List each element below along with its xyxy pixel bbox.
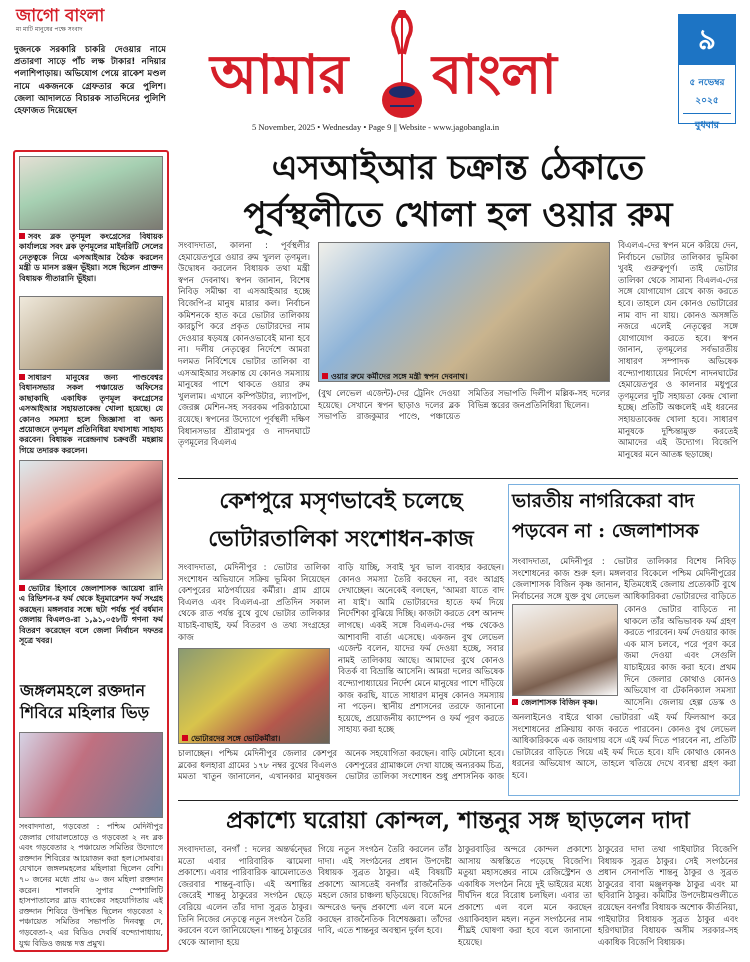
date-box-year: ২০২৫ (695, 96, 719, 106)
date-box (678, 14, 736, 131)
keshpur-col-1: সংবাদদাতা, মেদিনীপুর : ভোটার তালিকা সংশোধন অভিযানে সক্রিয় ভূমিকা নিয়েছেন কেশপুরের মাঠপর্যায়ের কর্মীরা। গ্রাম গ্রামে বিএলও এবং বিএলএ-রা প্রতিদিন সকাল থেকে রাত পর্যন্ত বুথে বুথে ভোটার তালিকার যাচাই-বাছাই, ফর্ম বিতরণ ও তথ্য সংগ্রহের কাজ (178, 562, 330, 642)
bottom-col-2: গিয়ে নতুন সংগঠন তৈরি করলেন তাঁর দাদা। এই সংগঠনের প্রধান উপদেষ্টা বিধায়ক সুব্রত ঠাকুর। এই বিষয়টি প্রকাশ্যে আসতেই বনগাঁর রাজনৈতিক মহলে জোর চাঞ্চল্য ছড়িয়েছে। বিজেপির অন্দরেও দ্বন্দ্ব প্রকাশ্যে এল বলে মনে করছেন রাজনৈতিক বিশেষজ্ঞরা। তাঁদের দাবি, এতে শান্তনুর অবস্থান দুর্বল হবে। (318, 844, 452, 936)
lead-caption (322, 372, 522, 382)
keshpur-caption (182, 734, 330, 744)
dm-photo (512, 604, 618, 696)
blood-donation-body: সংবাদদাতা, গড়বেতা : পশ্চিম মেদিনীপুর জেলার গোয়ালতোড়ে ও গড়বেতা ২ নং ব্লক এবং গড়বেতার ২ পঞ্চায়েত সমিতির উদ্যোগে রক্তদান শিবিরের আয়োজন করা হল।সোমবার। যেখানে জঙ্গলমহলের মহিলারা ছিলেন বেশি। ৭০ জনের মধ্যে প্রায় ৬০ জন মহিলা রক্তদান করেন। শালবনি সুপার স্পেশালিটি হাসপাতালের ব্লাড ব্যাংকের সহযোগিতায় এই রক্তদান শিবিরে উপস্থিত ছিলেন গড়বেতা ২ পঞ্চায়েত সমিতির সভাপতি দিনবন্ধু দে, গড়বেতা-২ এর বিডিও দেবর্ষি বন্দ্যোপাধ্যায়, যুগ্ম বিডিও জয়ন্ত দত্ত প্রমুখ। (19, 822, 163, 948)
teaser-text: দুজনকে সরকারি চাকরি দেওয়ার নামে প্রতারণা সাড়ে পাঁচ লক্ষ টাকার! নদিয়ার পলাশিপাড়ায়। অভিযোগ পেয়ে রাকেশ মণ্ডল নামে একজনকে গ্রেফতার করে পুলিশ। জেলা আদালতে বিচারক সাতদিনের পুলিশি হেফাজত দিয়েছেন (14, 45, 166, 117)
dm-col-1: সংবাদদাতা, মেদিনীপুর : ভোটার তালিকার বিশেষ নিবিড় সংশোধনের কাজ শুরু হল। মঙ্গলবার বিকেলে পশ্চিম মেদিনীপুরের জেলাশাসক বিজিন কৃষ্ণ জানান, ইতিমধ্যেই জেলায় প্রত্যেকটি বুথে নির্বাচনের সঙ্গে যুক্ত বুথ লেভেল আধিকারিকরা ভোটারদের বাড়িতে (512, 556, 736, 601)
sidebar-item-3-text: ভোটার হিসাবে জেলাশাসক আয়েষা রানি এ রিভিশন-র ফর্ম থেকে ইনুমারেশন ফর্ম সংগ্রহ করছেন। মঙ্গলবার সন্ধে ছটা পর্যন্ত পূর্ব বর্ধমান জেলায় বিএলও-রা ১,৯১,০৫৮টি গণনা ফর্ম বিতরণ করেছেন বলে জেলা নির্বাচন দফতর সূত্রে খবর। (19, 584, 163, 646)
bottom-headline: প্রকাশ্যে ঘরোয়া কোন্দল, শান্তনুর সঙ্গ ছাড়লেন দাদা (226, 807, 690, 834)
lead-headline-2: পূর্বস্থলীতে খোলা হল ওয়ার রুম (243, 195, 673, 235)
sidebar-photo-2 (19, 296, 163, 370)
dm-bottom: অনলাইনেও বাইরে থাকা ভোটাররা এই ফর্ম ফিলআপ করে সংশোধনের প্রক্রিয়ায় কাজ করতে পারবেন। কোনও বুথ লেভেল আধিকারিককে এক জায়গায় বসে এই ফর্ম দিতে পারবেন না, প্রতিটি ভোটারের বাড়িতে গিয়ে এই ফর্ম দিতে হবে। যদি কোথাও কোনও ধরনের অভিযোগ আসে, তাহলে খতিয়ে দেখে ব্যবস্থা গ্রহণ করা হবে। (512, 712, 736, 780)
sidebar-item-3 (19, 584, 163, 676)
lead-caption-text: ওয়ার রুমে কর্মীদের সঙ্গে মন্ত্রী স্বপন দেবনাথ। (331, 372, 468, 381)
bottom-col-4: ঠাকুরের দাদা তথা গাইঘাটার বিজেপি বিধায়ক সুব্রত ঠাকুর। সেই সংগঠনের প্রধান সেনাপতি শান্তনু ঠাকুর ও সুব্রত ঠাকুরের বাবা মঞ্জুলকৃষ্ণ ঠাকুর এবং মা ছবিরানি ঠাকুর। কমিটির উপদেষ্টামণ্ডলীতে রয়েছেন বনগাঁর বিধায়ক অশোক কীর্তনিয়া, গাইঘাটার বিধায়ক সুব্রত ঠাকুর এবং হরিণঘাটার বিধায়ক অসীম সরকার-সহ একাধিক বিজেপি বিধায়ক। (598, 844, 738, 947)
lead-photo (318, 242, 610, 382)
blood-donation-photo (19, 732, 163, 818)
date-box-page: ৯ (679, 15, 735, 65)
masthead (196, 8, 674, 136)
keshpur-bottom: চালাচ্ছেন। পশ্চিম মেদিনীপুর জেলার কেশপুর ব্লকের ধলহারা গ্রামের ১৭৮ নম্বর বুথের বিএলও মমতা খাতুন জানালেন, এখানকার মানুষজন অনেক সহযোগিতা করছেন। বাড়ি মেটানো হবে। কেশপুরের গ্রামাঞ্চলে দেখা যাচ্ছে অন্যরকম চিত্র, ভোটার তালিকা সংশোধন শুধু প্রশাসনিক কাজ (178, 748, 504, 782)
sidebar-item-1-text: সবং ব্লক তৃণমূল কংগ্রেসের বিধায়ক কার্যালয়ে সবং ব্লক তৃণমূলের মাইনরিটি সেলের নেতৃত্বকে নিয়ে এসআইআর বৈঠক করলেন মন্ত্রী ড মানস রঞ্জন ভূঁইয়া। সঙ্গে ছিলেন প্রাক্তন বিধায়ক গীতারানি ভূঁইয়া। (19, 232, 163, 283)
divider-2 (178, 800, 738, 801)
masthead-right-text: বাংলা (432, 42, 557, 106)
sister-logo-name: জাগো বাংলা (16, 6, 105, 26)
divider (178, 478, 738, 479)
blood-donation-headline: জঙ্গলমহলে রক্তদান শিবিরে মহিলার ভিড় (20, 681, 150, 722)
date-box-day: বুধবার (695, 120, 719, 131)
bottom-col-1: সংবাদদাতা, বনগাঁ : দলের অন্তর্দ্বন্দ্বের মতো এবার পারিবারিক ঝামেলা প্রকাশ্যে। এবার পারিবারিক ঝামেলাতেও জেরবার শান্তনু-বাড়ি। এই অশান্তির জেরেই শান্তনু ঠাকুরের সংগঠন ছেড়ে বেরিয়ে এলেন তাঁর দাদা সুব্রত ঠাকুর। তিনি নিজের নেতৃত্বে নতুন সংগঠন তৈরি করবেন বলে জানিয়েছেন। শান্তনু ঠাকুরের থেকে আলাদা হয়ে (178, 844, 312, 947)
lead-col-3: বিএলএ-দের স্বপন মনে করিয়ে দেন, নির্বাচনে ভোটার তালিকার ভূমিকা খুবই গুরুত্বপূর্ণ। তাই ভোটার তালিকা থেকে সামান্য বিএলএ-দের সঙ্গে যোগাযোগ রেখে কাজ করতে হবে। তাহলে যেন কোনও ভোটারের নাম বাদ না যায়। কোনও অসঙ্গতি নজরে এলেই নেতৃত্বের সঙ্গে যোগাযোগ করতে হবে। স্বপন জানান, তৃণমূলের সর্বভারতীয় সাধারণ সম্পাদক অভিষেক বন্দ্যোপাধ্যায়ের নির্দেশে নাদনঘাটের হেমায়েতপুর ও কালনার মধুপুরে তৃণমূলের দুটি সহায়তা কেন্দ্র খোলা হচ্ছে। প্রতিটি অঞ্চলেই এই ধরনের সহায়তাকেন্দ্র খোলা হবে। সাধারণ মানুষকে দুশ্চিন্তামুক্ত করতেই আমাদের এই উদ্যোগ। বিজেপি মানুষের মনে আতঙ্ক ছড়াচ্ছে। (618, 240, 738, 459)
bottom-col-3: ঠাকুরবাড়ির অন্দরে কোন্দল প্রকাশ্যে আসায় অস্বস্তিতে পড়েছে বিজেপি। মতুয়া মহাসঙ্ঘের নামে রেজিস্ট্রেশন ও একাধিক সংগঠন নিয়ে দুই ভাইয়ের মধ্যে দীর্ঘদিন ধরে বিরোধ চলছিল। এবার তা প্রকাশ্যে এল বলে মনে করছেন ওয়াকিবহাল মহল। নতুন সংগঠনের নাম শীঘ্রই ঘোষণা করা হবে বলে জানানো হয়েছে। (458, 844, 592, 947)
keshpur-headline-1: কেশপুরে মসৃণভাবেই চলেছে (219, 488, 463, 514)
dm-col-2: কোনও ভোটার বাড়িতে না থাকলে তাঁর অভিভাবক ফর্ম গ্রহণ করতে পারবেন। ফর্ম দেওয়ার কাজ এক মাস চলবে, পরে পূরণ করে জমা দেওয়া এবং সেগুলি যাচাইয়ের কাজ করা হবে। প্রথম দিনে জেলার কোথাও কোনও অভিযোগ বা টেকনিক্যাল সমস্যা আসেনি। জেলায় হেল্প ডেস্ক ও (624, 604, 736, 707)
keshpur-col-2: বাড়ি যাচ্ছি, সবাই খুব ভাল ব্যবহার করছেন। কোনও সমস্যা তৈরি করছেন না, বরং আগ্রহ দেখাচ্ছেন। অনেকেই বলছেন, 'আমরা যাতে বাদ না যাই'। আমি ভোটারদের হাতে ফর্ম দিয়ে নির্দেশিকা বুঝিয়ে দিচ্ছি। কাজটা করতে বেশ আনন্দ লাগছে। একই সঙ্গে বিএলএ-দের পক্ষ থেকেও আশাবাদী বার্তা এসেছে। একজন বুথ লেভেল এজেন্ট বলেন, যাদের ফর্ম দেওয়া হচ্ছে, সবার নামই তালিকায় আছে। আমাদের বুথে কোনও বিতর্ক বা বিভ্রান্তি আসেনি। আমরা দলের অভিষেক বন্দ্যোপাধ্যায়ের নির্দেশ মেনে মানুষের পাশে দাঁড়িয়ে কাজ করছি, যাতে সাধারণ মানুষ কোনও সমস্যায় না পড়েন। স্থানীয় প্রশাসনের তরফে জানানো হয়েছে, প্রয়োজনীয় ক্যাম্পেন ও ফর্ম পূরণ করতে সাহায্য করা হচ্ছে (338, 562, 504, 735)
masthead-left-text: আমার (210, 42, 349, 106)
lead-headline-1: এসআইআর চক্রান্ত ঠেকাতে (271, 148, 645, 188)
keshpur-caption-text: ভোটারদের সঙ্গে ভোটকর্মীরা। (191, 734, 281, 743)
sister-logo-tagline: মা মাটি মানুষের পক্ষে সংবাদ (16, 26, 83, 33)
dm-caption (512, 698, 618, 708)
sidebar-item-2-text: সাধারণ মানুষের জন্য পাণ্ডবেশ্বর বিধানসভার সকল পঞ্চায়েত অফিসের কাছাকাছি একাধিক তৃণমূল কংগ্রেসের এসআইআর সহায়তাকেন্দ্র খোলা হয়েছে। যে কোনও সমস্যা হলে জিজ্ঞাসা বা অন্য প্রয়োজনে তৃণমূল প্রতিনিধিরা যথাসাধ্য সাহায্য করবেন। বিধায়ক নরেন্দ্রনাথ চক্রবর্তী মহল্লায় গিয়ে তদারক করলেন। (19, 373, 163, 455)
date-box-date: ৫ নভেম্বর (689, 78, 725, 88)
lead-col-1: সংবাদদাতা, কালনা : পূর্বস্থলীর হেমায়েতপুরে ওয়ার রুম খুলল তৃণমূল। উদ্বোধন করলেন বিধায়ক তথা মন্ত্রী স্বপন দেবনাথ। স্বপন জানান, বিশেষ নিবিড় সমীক্ষা বা এসআইআর হচ্ছে বিজেপি-র মানুষ মারার কল। নির্বাচন কমিশনকে হাত করে ভোটার তালিকায় কারচুপি করে প্রকৃত ভোটারদের নাম দেওয়ার ষড়যন্ত্র কোনওভাবেই মানা হবে না। দলীয় নেতৃত্বের নির্দেশে আমরা দলমত নির্বিশেষে ভোটার তালিকা বা এসআইআর সংক্রান্ত যে কোনও সমস্যায় মানুষের পাশে থাকতে ওয়ার রুম খুললাম। এখানে কম্পিউটার, ল্যাপটপ, জেরক্স মেশিন-সহ সবরকম পরিকাঠামো রয়েছে। স্বপনের উদ্যোগে পূর্বস্থলী দক্ষিণ বিধানসভার শ্রীরামপুর ও নাদনঘাটে তৃণমূলের বিএলএ (178, 240, 310, 448)
sidebar-item-2 (19, 373, 163, 457)
ektara-instrument-icon (372, 8, 432, 126)
dm-headline: ভারতীয় নাগরিকেরা বাদ পড়বেন না : জেলাশাসক (512, 490, 699, 542)
keshpur-photo (178, 648, 330, 744)
dm-caption-text: জেলাশাসক বিজিন কৃষ্ণ। (521, 698, 598, 707)
sidebar-photo-1 (19, 156, 163, 230)
lead-col-2: (বুথ লেভেল এজেন্ট)-দের ট্রেনিং দেওয়া হয়েছে। সেখানে স্বপন ছাড়াও দলের ব্লক সভাপতি রাজকুমার পাণ্ডে, পঞ্চায়েত সমিতির সভাপতি দিলীপ মল্লিক-সহ দলের বিভিন্ন স্তরের জনপ্রতিনিধিরা ছিলেন। (318, 388, 610, 422)
sidebar-photo-3 (19, 460, 163, 580)
masthead-dateline: 5 November, 2025 • Wednesday • Page 9 || Website - www.jagobangla.in (252, 122, 500, 132)
sidebar-item-1 (19, 232, 163, 292)
keshpur-headline-2: ভোটারতালিকা সংশোধন-কাজ (208, 526, 474, 552)
sister-logo (16, 6, 156, 40)
